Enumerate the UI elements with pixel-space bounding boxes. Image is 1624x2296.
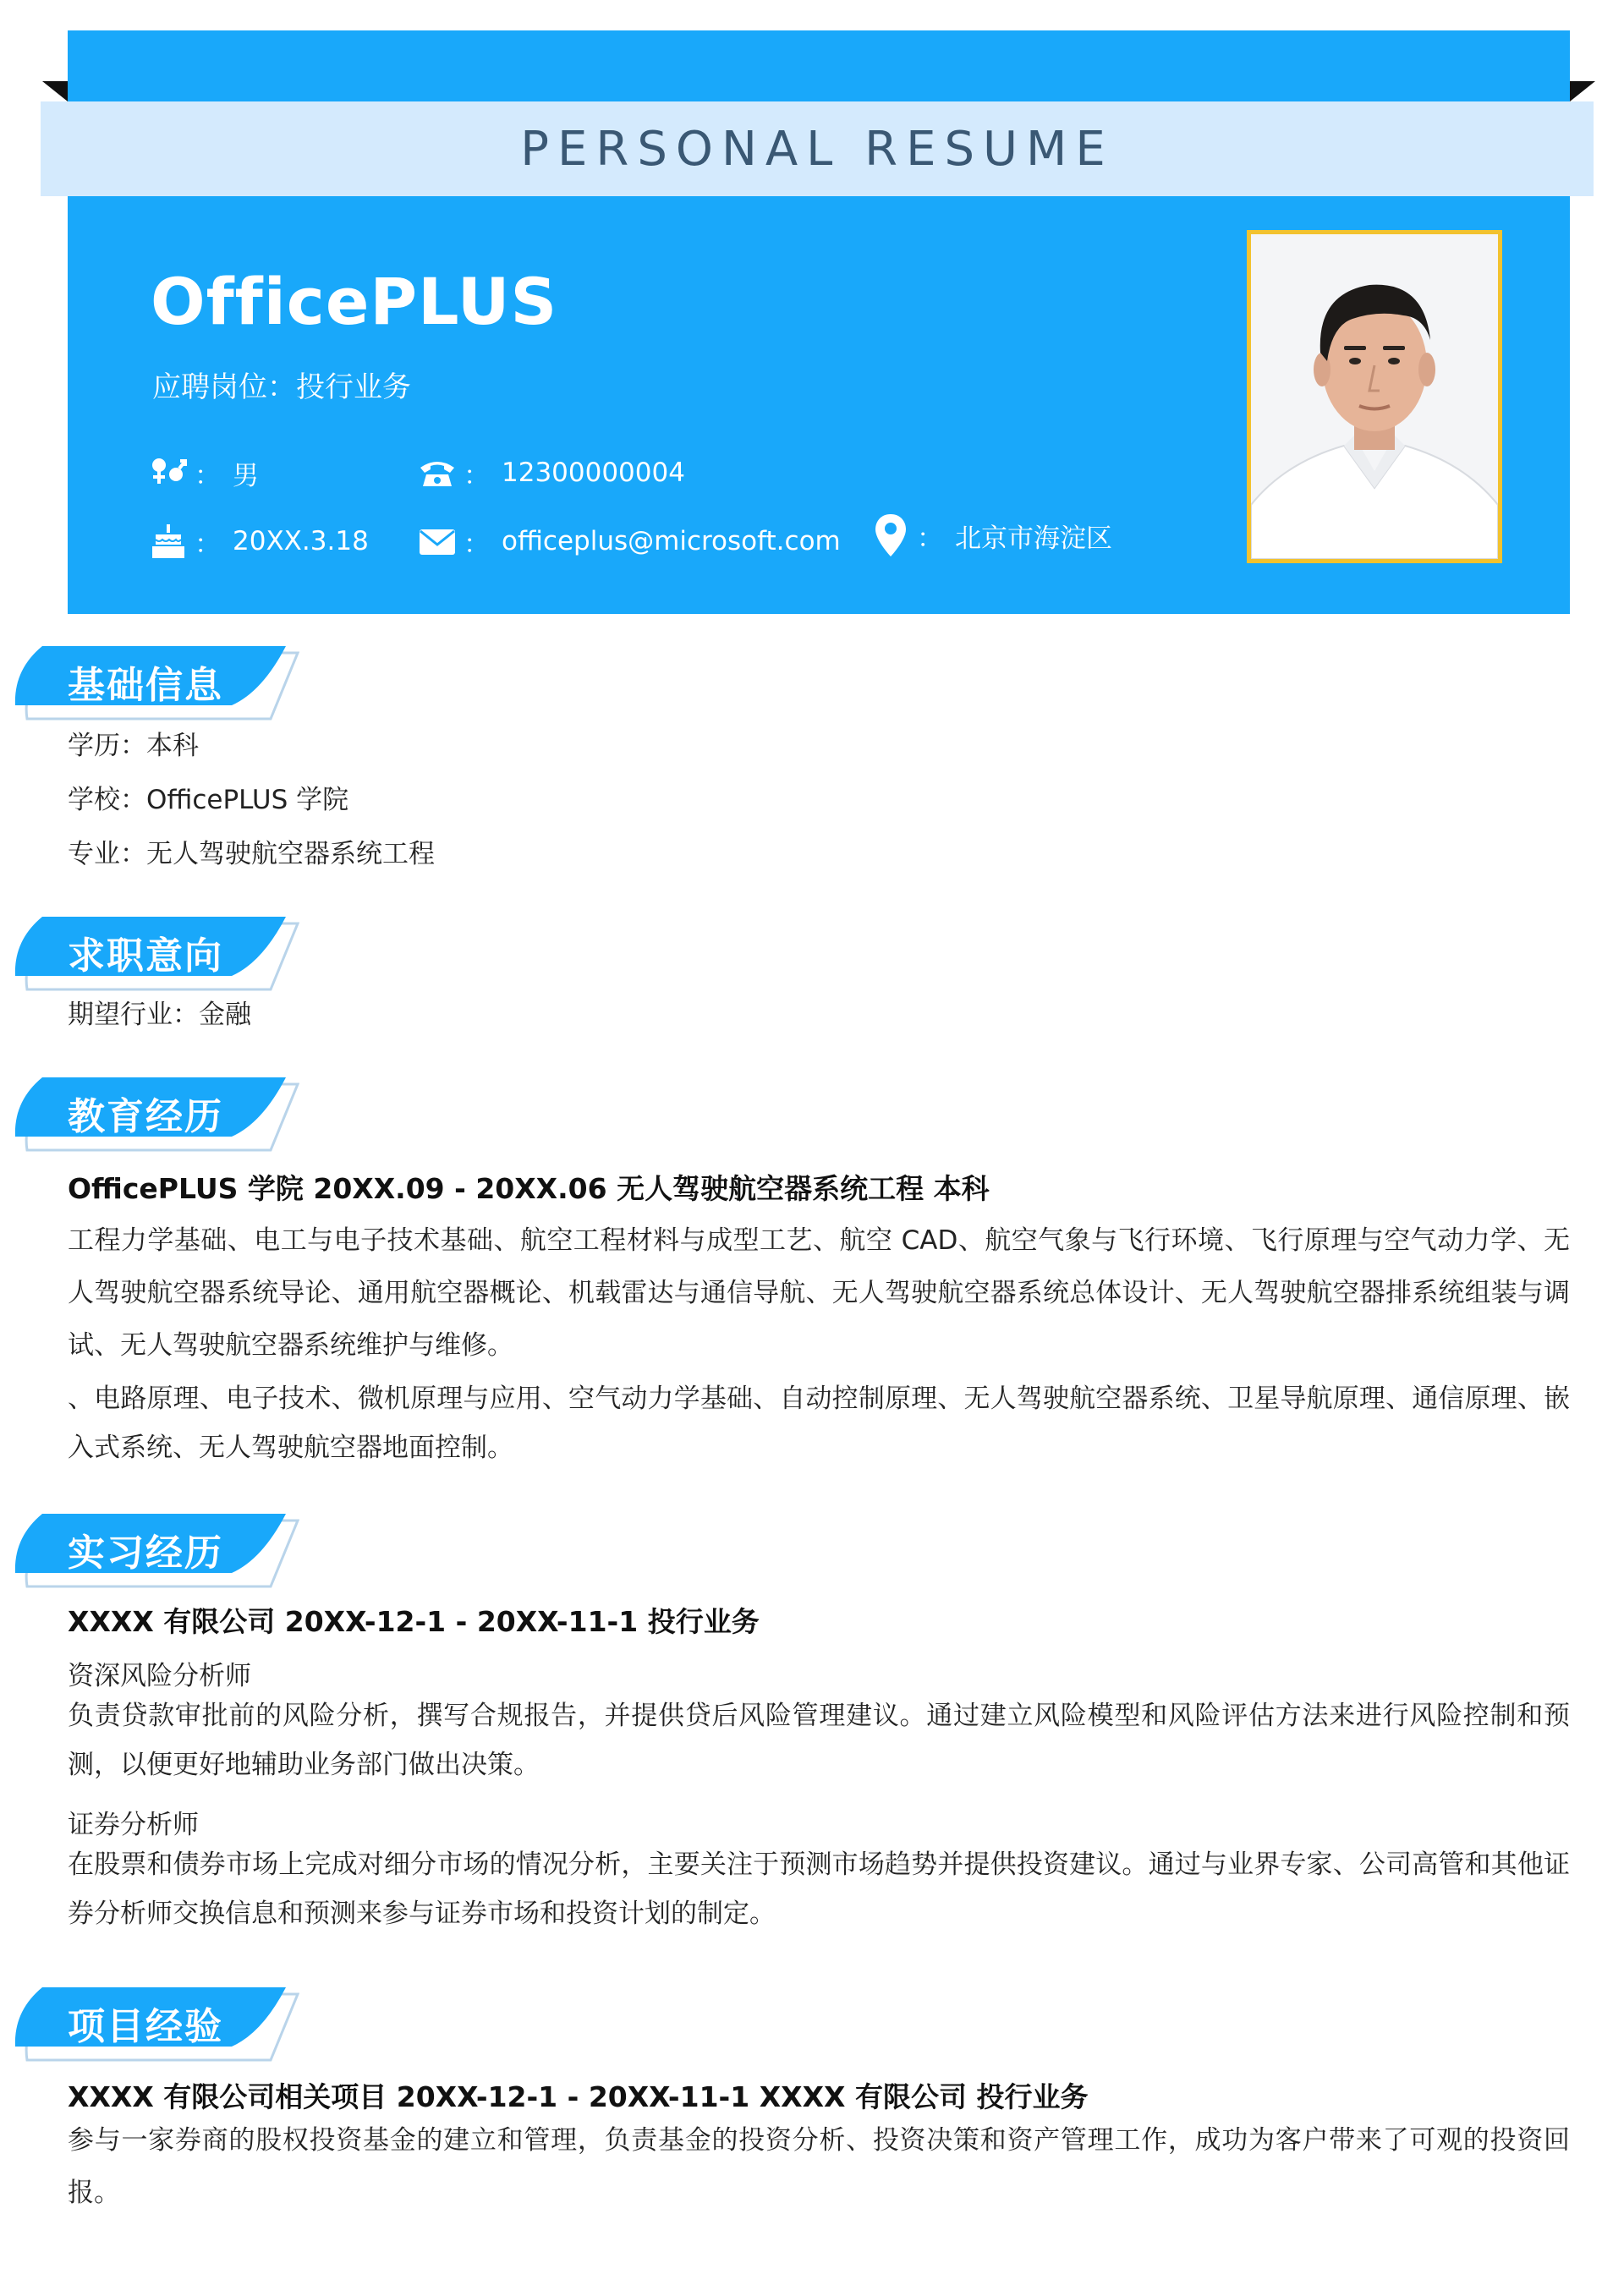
- title-ribbon: [41, 101, 1594, 196]
- position-label: 应聘岗位：: [152, 370, 296, 404]
- phone-value: 12300000004: [502, 458, 685, 488]
- education-heading: OfficePLUS 学院 20XX.09 - 20XX.06 无人驾驶航空器系统工程 本科: [68, 1172, 990, 1205]
- section-title-basic: 基础信息: [68, 664, 223, 707]
- basic-degree: 学历：本科: [68, 731, 199, 761]
- intent-industry: 期望行业：金融: [68, 1000, 251, 1030]
- position-value: 投行业务: [296, 370, 411, 404]
- ribbon-fold-right: [1570, 81, 1595, 101]
- phone-icon: [418, 453, 457, 492]
- gender-value: 男: [233, 460, 259, 491]
- internship-role-2: 证券分析师: [68, 1810, 199, 1840]
- profile-photo: [1247, 230, 1502, 563]
- resume-banner-title: PERSONAL RESUME: [520, 121, 1114, 177]
- cake-icon: [149, 522, 188, 561]
- email-value: officeplus@microsoft.com: [502, 526, 841, 556]
- section-title-education: 教育经历: [68, 1095, 223, 1138]
- phone-info: ： 12300000004: [418, 453, 685, 492]
- section-title-internship: 实习经历: [68, 1532, 223, 1575]
- section-header-education: [12, 1076, 299, 1153]
- gender-icon: [149, 453, 188, 492]
- section-header-project: [12, 1986, 299, 2063]
- education-courses: 工程力学基础、电工与电子技术基础、航空工程材料与成型工艺、航空 CAD、航空气象与飞行环境、飞行原理与空气动力学、无人驾驶航空器系统导论、通用航空器概论、机载雷达与通信导航、无人驾驶航空器系统总体设计、无人驾驶航空器排系统组装与调试、无人驾驶航空器系统维护与维修。: [68, 1225, 1570, 1361]
- section-title-intent: 求职意向: [68, 934, 223, 978]
- internship-desc-2: 在股票和债券市场上完成对细分市场的情况分析，主要关注于预测市场趋势并提供投资建议。通过与业界专家、公司高管和其他证券分析师交换信息和预测来参与证券市场和投资计划的制定。: [68, 1849, 1570, 1929]
- applied-position: [152, 364, 411, 405]
- project-desc: 参与一家券商的股权投资基金的建立和管理，负责基金的投资分析、投资决策和资产管理工作，成功为客户带来了可观的投资回报。: [68, 2125, 1570, 2208]
- ribbon-fold-left: [42, 81, 68, 101]
- portrait-illustration: [1251, 234, 1498, 559]
- education-courses-extra: 、电路原理、电子技术、微机原理与应用、空气动力学基础、自动控制原理、无人驾驶航空器系统、卫星导航原理、通信原理、嵌入式系统、无人驾驶航空器地面控制。: [68, 1384, 1570, 1463]
- internship-heading: XXXX 有限公司 20XX-12-1 - 20XX-11-1 投行业务: [68, 1605, 760, 1638]
- candidate-name: OfficePLUS: [151, 264, 558, 339]
- email-info: ： officeplus@microsoft.com: [418, 522, 841, 561]
- section-header-basic: [12, 644, 299, 722]
- mail-icon: [418, 522, 457, 561]
- address-info: ： 北京市海淀区: [871, 516, 1112, 555]
- internship-role-1: 资深风险分析师: [68, 1661, 251, 1691]
- basic-major: 专业：无人驾驶航空器系统工程: [68, 839, 435, 869]
- basic-school: 学校：OfficePLUS 学院: [68, 785, 349, 815]
- section-header-internship: [12, 1512, 299, 1590]
- section-header-intent: [12, 915, 299, 993]
- address-value: 北京市海淀区: [955, 523, 1112, 554]
- location-pin-icon: [871, 516, 910, 555]
- birthday-value: 20XX.3.18: [233, 526, 369, 556]
- internship-desc-1: 负责贷款审批前的风险分析，撰写合规报告，并提供贷后风险管理建议。通过建立风险模型和风险评估方法来进行风险控制和预测，以便更好地辅助业务部门做出决策。: [68, 1701, 1570, 1780]
- birthday-info: ： 20XX.3.18: [149, 522, 369, 561]
- section-title-project: 项目经验: [68, 2005, 223, 2048]
- project-heading: XXXX 有限公司相关项目 20XX-12-1 - 20XX-11-1 XXXX 有限公司 投行业务: [68, 2080, 1089, 2113]
- gender-info: ： 男: [149, 453, 259, 492]
